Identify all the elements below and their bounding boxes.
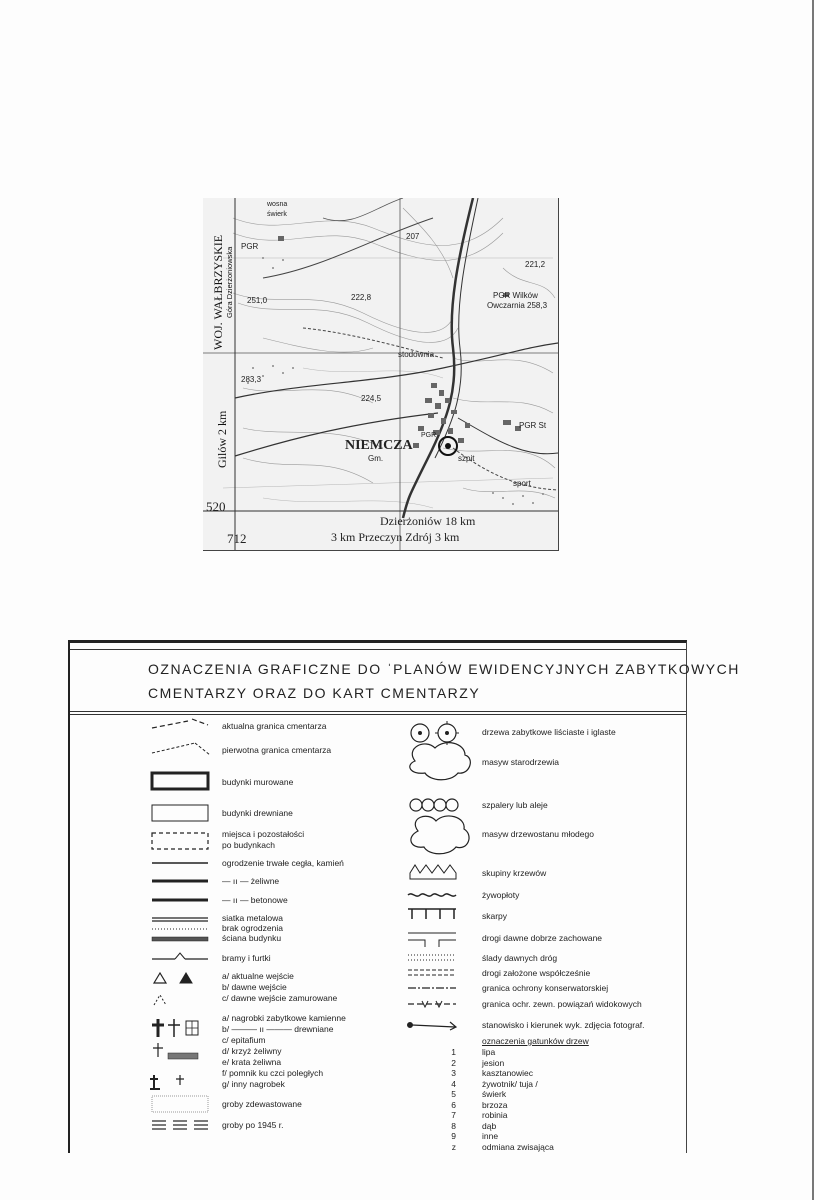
map-grid-520: 520: [206, 499, 226, 514]
legend-miejsca2: po budynkach: [222, 840, 275, 850]
legend-granica-ochr: granica ochrony konserwatorskiej: [482, 983, 609, 993]
species-number: 4: [451, 1078, 456, 1089]
legend-title-line1: OZNACZENIA GRAFICZNE DO ˈPLANÓW EWIDENCYJNYCH ZABYTKOWYCH: [148, 661, 740, 677]
legend-drzewa: drzewa zabytkowe liściaste i iglaste: [482, 727, 616, 737]
legend-drogi-zal: drogi założone współcześnie: [482, 968, 591, 978]
species-name: brzoza: [482, 1099, 508, 1110]
legend-groby-zdew: groby zdewastowane: [222, 1099, 302, 1109]
map-label-gm: Gm.: [368, 454, 384, 463]
species-name: odmiana zwisająca: [482, 1141, 554, 1152]
map-label-swierk: świerk: [267, 211, 287, 218]
map-label-stodownia: stodownia: [398, 350, 435, 359]
species-number: 6: [451, 1099, 456, 1110]
legend-masyw-mlody: masyw drzewostanu młodego: [482, 829, 594, 839]
legend-pierwotna: pierwotna granica cmentarza: [222, 745, 332, 755]
map-label-owczarnia: Owczarnia 258,3: [487, 301, 548, 310]
legend-wejscie-c: c/ dawne wejście zamurowane: [222, 993, 338, 1003]
legend-aktualna: aktualna granica cmentarza: [222, 721, 327, 731]
legend-box: [68, 640, 740, 1153]
legend-betonowe: — ıı — betonowe: [222, 895, 288, 905]
map-grid-712: 712: [227, 531, 247, 546]
legend-title-line2: CMENTARZY ORAZ DO KART CMENTARZY: [148, 685, 481, 701]
legend-symbols: [70, 643, 686, 1153]
map-elev-251: 251,0: [247, 296, 268, 305]
map-elev-283: 283,3: [241, 375, 262, 384]
map-label-pgr1: PGR: [241, 242, 259, 251]
legend-drewniane: budynki drewniane: [222, 808, 293, 818]
page-edge: [812, 0, 814, 1200]
legend-krzyz: d/ krzyż żeliwny: [222, 1046, 282, 1056]
species-name: dąb: [482, 1120, 497, 1131]
legend-bramy: bramy i furtki: [222, 953, 271, 963]
legend-slady: ślady dawnych dróg: [482, 953, 558, 963]
legend-gatunki-head: oznaczenia gatunków drzew: [482, 1036, 589, 1046]
species-name: lipa: [482, 1047, 496, 1057]
species-number: 9: [451, 1131, 456, 1141]
map-label-sport: sport: [513, 479, 531, 488]
map-label-wosna: wosna: [267, 201, 288, 208]
legend-szpalery: szpalery lub aleje: [482, 800, 548, 810]
species-number: 2: [451, 1057, 456, 1068]
species-number: z: [451, 1141, 456, 1152]
legend-wejscie-b: b/ dawne wejście: [222, 982, 287, 992]
species-number: 3: [451, 1068, 456, 1078]
legend-zeliwne: — ıı — żeliwne: [222, 876, 280, 886]
legend-nagrobki-a: a/ nagrobki zabytkowe kamienne: [222, 1013, 346, 1023]
map-label-przeczyn: 3 km Przeczyn Zdrój 3 km: [331, 530, 460, 544]
legend-siatka: siatka metalowa: [222, 913, 283, 923]
species-name: robinia: [482, 1110, 508, 1120]
species-name: świerk: [482, 1089, 507, 1099]
legend-zywoploty: żywopłoty: [482, 890, 520, 900]
legend-miejsca1: miejsca i pozostałości: [222, 829, 305, 839]
legend-sciana: ściana budynku: [222, 933, 282, 943]
map-elev-221: 221,2: [525, 260, 546, 269]
species-name: inne: [482, 1131, 499, 1141]
map-elev-224: 224,5: [361, 394, 382, 403]
legend-wejscie-a: a/ aktualne wejście: [222, 971, 294, 981]
legend-krata: e/ krata żeliwna: [222, 1057, 282, 1067]
map-label-szpit: szpit: [458, 454, 475, 463]
legend-masyw-staro: masyw starodrzewia: [482, 757, 559, 767]
legend-granica-pow: granica ochr. zewn. powiązań widokowych: [482, 999, 642, 1009]
legend-drogi-dawne: drogi dawne dobrze zachowane: [482, 933, 603, 943]
legend-pomnik: f/ pomnik ku czci poległych: [222, 1068, 324, 1078]
species-name: jesion: [482, 1057, 505, 1068]
species-number: 8: [451, 1120, 456, 1131]
map-label-pgr-st: PGR St: [519, 421, 547, 430]
legend-inny: g/ inny nagrobek: [222, 1079, 285, 1089]
species-name: kasztanowiec: [482, 1068, 534, 1078]
map-elev-222: 222,8: [351, 293, 372, 302]
map-label-dzierzoniow: Dzierżoniów 18 km: [380, 514, 476, 528]
legend-groby-1945: groby po 1945 r.: [222, 1120, 284, 1130]
map-label-pgr-wilkow: PGR Wilków: [493, 291, 538, 300]
legend-ogrodzenie: ogrodzenie trwałe cegła, kamień: [222, 858, 344, 868]
legend-brak: brak ogrodzenia: [222, 923, 283, 933]
legend-nagrobki-b: b/ ——— ıı ——— drewniane: [222, 1024, 334, 1034]
map-label-pgr2: PGR: [421, 432, 437, 439]
legend-murowane: budynki murowane: [222, 777, 294, 787]
legend-krzewy: skupiny krzewów: [482, 868, 547, 878]
map-label-gora: Góra Dzierżoniowska: [225, 246, 234, 318]
species-number: 7: [451, 1110, 456, 1120]
species-number: 1: [451, 1047, 456, 1057]
legend-stanowisko: stanowisko i kierunek wyk. zdjęcia fotograf.: [482, 1020, 645, 1030]
topographic-map: [203, 198, 559, 551]
map-label-woj: WOJ. WAŁBRZYSKIE: [211, 234, 225, 350]
species-name: żywotnik/ tuja /: [482, 1078, 538, 1089]
map-elev-207: 207: [406, 232, 420, 241]
map-label-gilow: Gilów 2 km: [215, 410, 229, 468]
legend-skarpy: skarpy: [482, 911, 508, 921]
legend-epitafium: c/ epitafium: [222, 1035, 266, 1045]
map-town-niemcza: NIEMCZA: [345, 438, 413, 453]
species-number: 5: [451, 1089, 456, 1099]
